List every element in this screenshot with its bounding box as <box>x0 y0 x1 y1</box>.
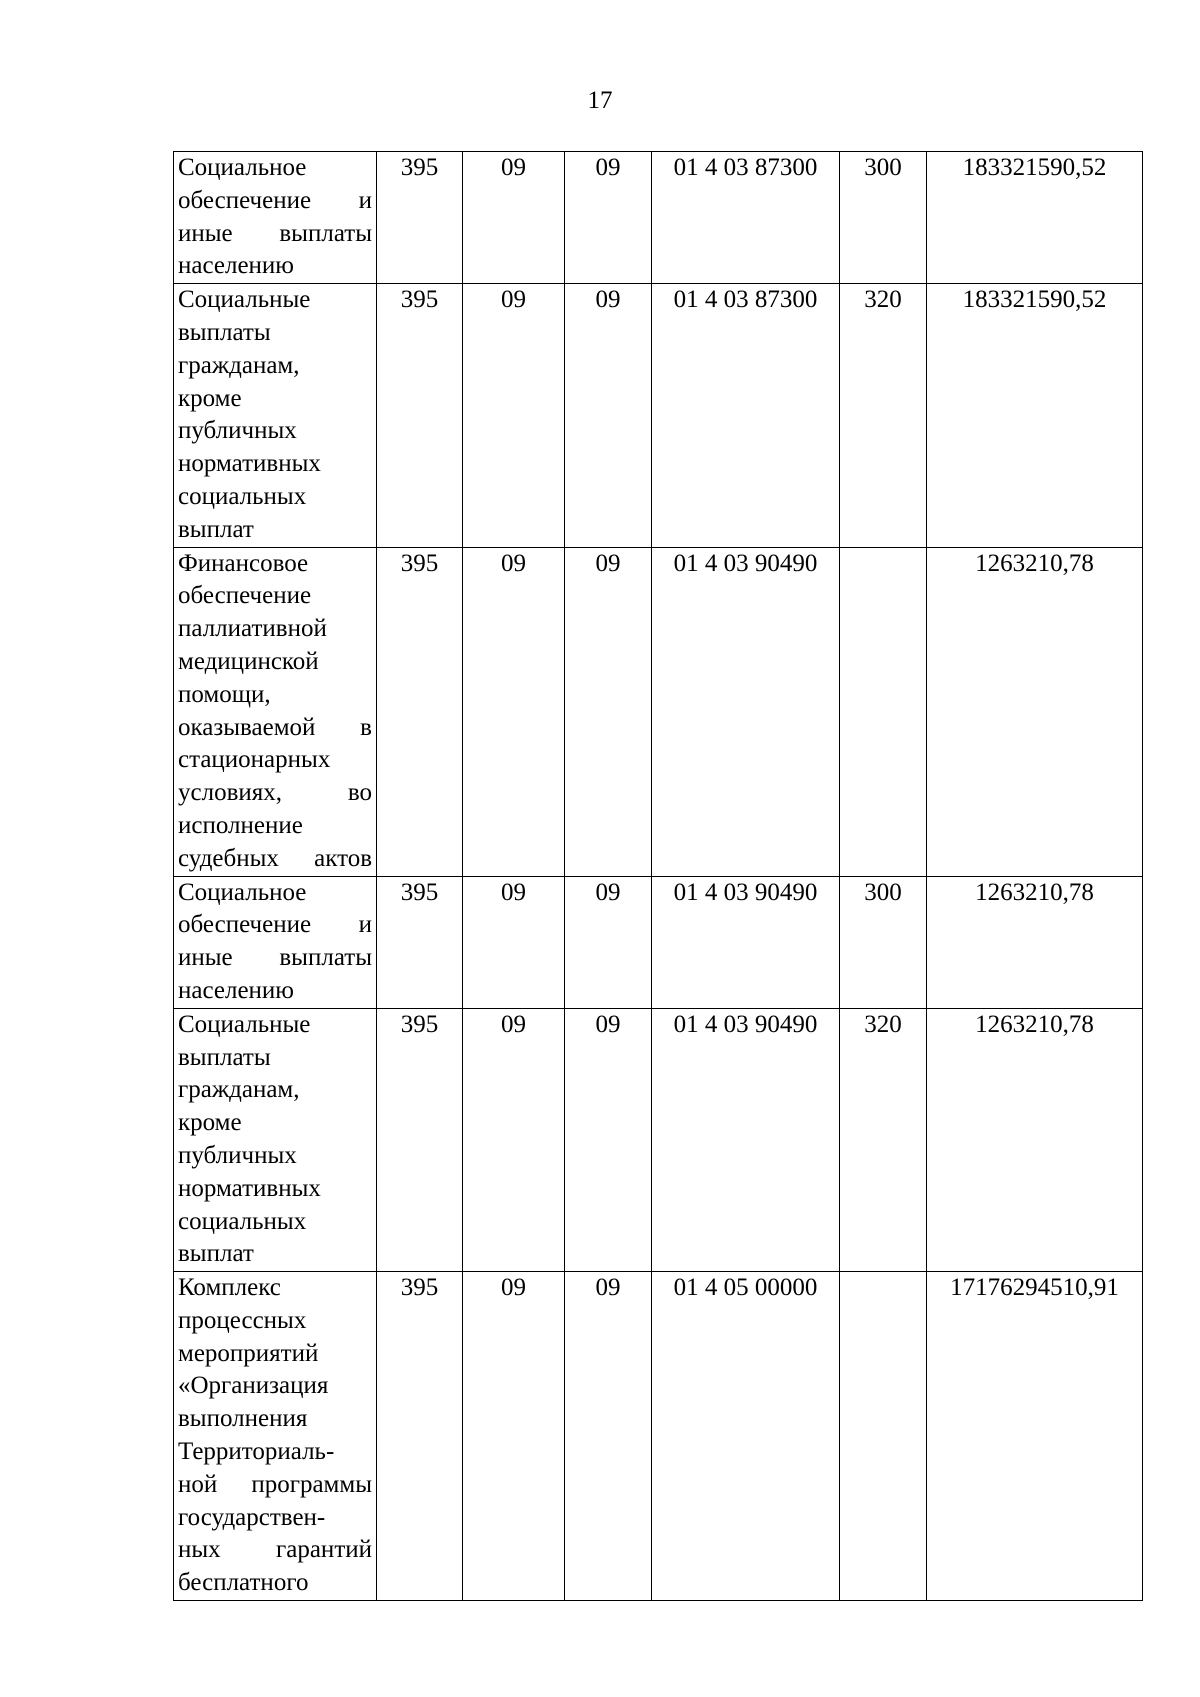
item-name-line: кроме <box>178 1109 242 1137</box>
item-name-line: обеспечение и <box>178 911 372 939</box>
item-name-line: процессных <box>178 1306 307 1334</box>
item-name-line: Финансовое <box>178 549 309 577</box>
section-code-cell: 09 <box>463 876 565 1008</box>
item-name-line: оказываемой в <box>178 713 372 741</box>
subsection-code-cell: 09 <box>565 152 652 284</box>
item-name-line: обеспечение <box>178 582 312 610</box>
item-name-line: исполнение <box>178 811 303 839</box>
expense-type-cell: 300 <box>840 152 927 284</box>
target-article-cell: 01 4 03 87300 <box>652 284 840 547</box>
item-name-line: ной программы <box>178 1470 372 1498</box>
item-name-line: «Организация <box>178 1372 329 1400</box>
item-name-line: кроме <box>178 384 242 412</box>
item-name-line: Комплекс <box>178 1274 281 1302</box>
table-row <box>174 1008 1143 1271</box>
amount-cell: 183321590,52 <box>927 284 1143 547</box>
item-name-line: условиях, во <box>178 779 372 807</box>
item-name-line: обеспечение и <box>178 186 372 214</box>
grbs-code-cell: 395 <box>377 284 463 547</box>
amount-cell: 1263210,78 <box>927 547 1143 876</box>
section-code-cell: 09 <box>463 1008 565 1271</box>
section-code-cell: 09 <box>463 547 565 876</box>
item-name-line: ных гарантий <box>178 1536 372 1564</box>
page-number: 17 <box>587 87 613 114</box>
item-name-line: иные выплаты <box>178 944 372 972</box>
item-name-line: медицинской <box>178 647 319 675</box>
item-name-cell <box>174 152 377 284</box>
item-name-cell <box>174 1008 377 1271</box>
item-name-line: паллиативной <box>178 615 327 643</box>
grbs-code-cell: 395 <box>377 152 463 284</box>
table-row <box>174 876 1143 1008</box>
item-name-line: бесплатного <box>178 1569 309 1597</box>
item-name-line: населению <box>178 976 294 1004</box>
item-name-line: нормативных <box>178 1174 321 1202</box>
grbs-code-cell: 395 <box>377 876 463 1008</box>
item-name-line: выплат <box>178 1240 254 1268</box>
expense-type-cell: 320 <box>840 1008 927 1271</box>
amount-cell: 183321590,52 <box>927 152 1143 284</box>
item-name-line: публичных <box>178 417 297 445</box>
subsection-code-cell: 09 <box>565 876 652 1008</box>
item-name-line: выплаты <box>178 318 271 346</box>
item-name-line: мероприятий <box>178 1339 319 1367</box>
item-name-line: населению <box>178 252 294 280</box>
table-row <box>174 284 1143 547</box>
target-article-cell: 01 4 03 90490 <box>652 876 840 1008</box>
section-code-cell: 09 <box>463 284 565 547</box>
item-name-cell <box>174 284 377 547</box>
item-name-line: Социальные <box>178 286 311 314</box>
item-name-line: нормативных <box>178 450 321 478</box>
item-name-line: стационарных <box>178 746 331 774</box>
table-row <box>174 152 1143 284</box>
item-name-line: государствен- <box>178 1503 326 1531</box>
item-name-line: Социальные <box>178 1010 311 1038</box>
item-name-line: публичных <box>178 1141 297 1169</box>
budget-table <box>173 151 1143 1601</box>
item-name-cell <box>174 547 377 876</box>
item-name-line: Социальное <box>178 154 307 181</box>
item-name-cell <box>174 1272 377 1601</box>
subsection-code-cell: 09 <box>565 1272 652 1601</box>
item-name-line: помощи, <box>178 680 271 708</box>
grbs-code-cell: 395 <box>377 547 463 876</box>
target-article-cell: 01 4 03 87300 <box>652 152 840 284</box>
item-name-line: выплат <box>178 515 254 543</box>
item-name-line: Территориаль- <box>178 1438 335 1466</box>
section-code-cell: 09 <box>463 152 565 284</box>
grbs-code-cell: 395 <box>377 1008 463 1271</box>
amount-cell: 17176294510,91 <box>927 1272 1143 1601</box>
target-article-cell: 01 4 03 90490 <box>652 1008 840 1271</box>
item-name-line: выплаты <box>178 1043 271 1071</box>
subsection-code-cell: 09 <box>565 547 652 876</box>
subsection-code-cell: 09 <box>565 284 652 547</box>
item-name-line: гражданам, <box>178 351 300 379</box>
item-name-line: гражданам, <box>178 1076 300 1104</box>
table-row <box>174 1272 1143 1601</box>
expense-type-cell: 300 <box>840 876 927 1008</box>
item-name-line: социальных <box>178 1207 307 1235</box>
item-name-line: социальных <box>178 482 307 510</box>
target-article-cell: 01 4 03 90490 <box>652 547 840 876</box>
item-name-cell <box>174 876 377 1008</box>
table-row <box>174 547 1143 876</box>
target-article-cell: 01 4 05 00000 <box>652 1272 840 1601</box>
expense-type-cell <box>840 1272 927 1601</box>
expense-type-cell <box>840 547 927 876</box>
amount-cell: 1263210,78 <box>927 1008 1143 1271</box>
item-name-line: Социальное <box>178 878 307 906</box>
grbs-code-cell: 395 <box>377 1272 463 1601</box>
item-name-line: иные выплаты <box>178 219 372 247</box>
item-name-line: выполнения <box>178 1405 308 1433</box>
expense-type-cell: 320 <box>840 284 927 547</box>
section-code-cell: 09 <box>463 1272 565 1601</box>
subsection-code-cell: 09 <box>565 1008 652 1271</box>
budget-table-body <box>174 152 1143 1601</box>
amount-cell: 1263210,78 <box>927 876 1143 1008</box>
item-name-line: судебных актов <box>178 844 372 872</box>
